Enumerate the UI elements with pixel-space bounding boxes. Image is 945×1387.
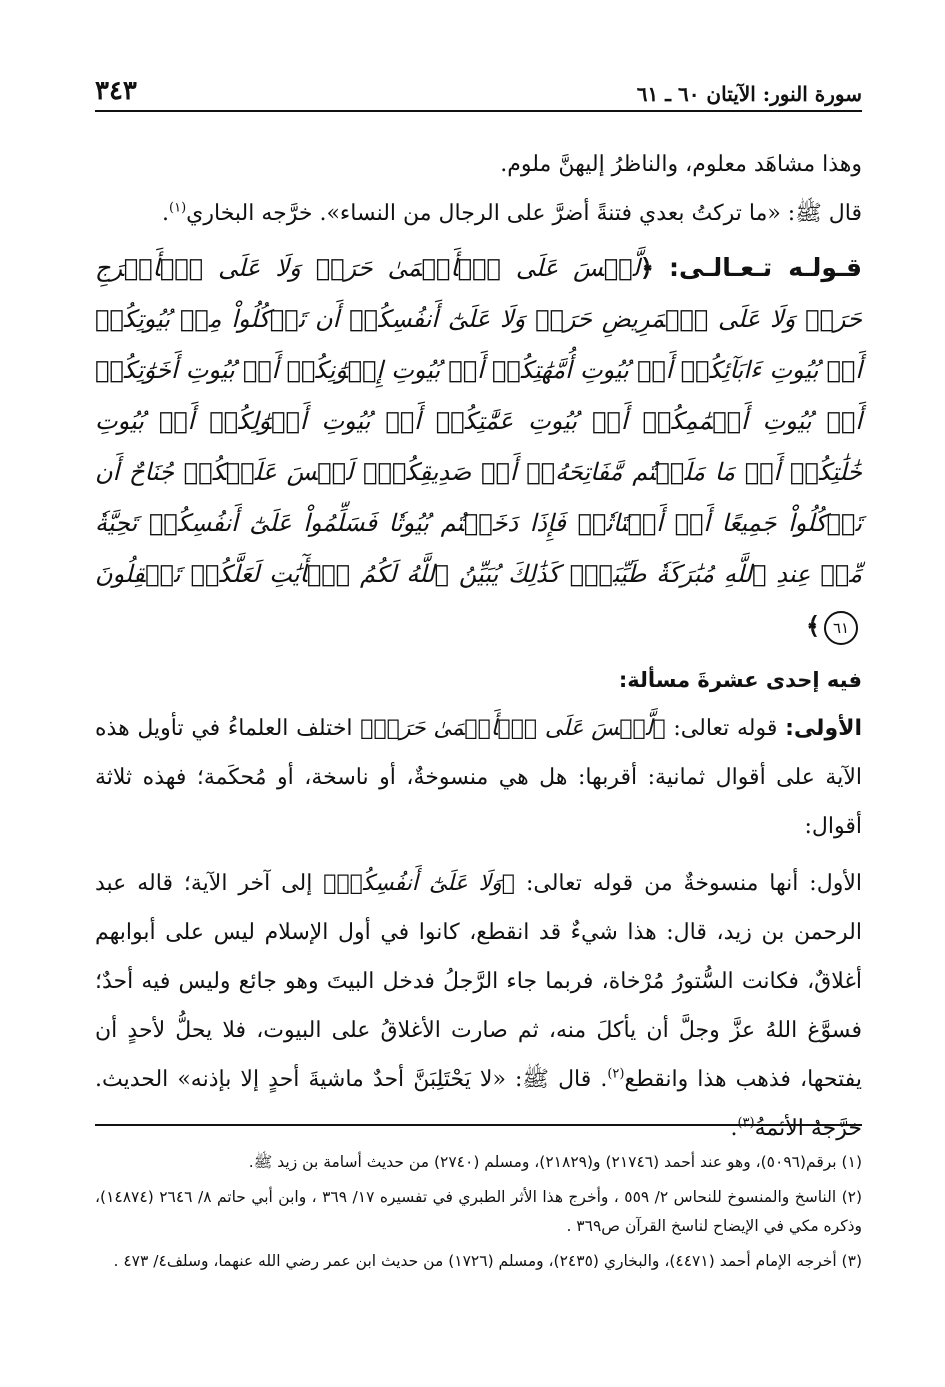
footnote-2: (٢) الناسخ والمنسوخ للنحاس ٢/ ٥٥٩ ، وأخرج هذا الأثر الطبري في تفسيره ١٧/ ٣٦٩ ، وابن أبي حاتم ٨/ ٢٦٤٦ (١٤٨٧٤)، وذكره مكي في الإيضاح لناسخ القرآن ص٣٦٩ . — [95, 1188, 863, 1235]
header-rule — [95, 110, 862, 112]
paragraph-2 — [95, 189, 862, 238]
period: . — [162, 201, 169, 226]
open-bracket: ﴿ — [639, 253, 654, 282]
footnote-3: (٣) أخرجه الإمام أحمد (٤٤٧١)، والبخاري (٢٤٣٥)، ومسلم (١٧٢٦) من حديث ابن عمر رضي الله عنهما، وسلف٤/ ٤٧٣ . — [113, 1252, 862, 1270]
paragraph-4-text: إلى آخر الآية؛ قاله عبد الرحمن بن زيد، قال: هذا شيءٌ قد انقطع، كانوا في أول الإسلام ليس على أبوابهم أغلاقٌ، فكانت السُّتورُ مُرْخاة، فربما جاء الرَّجلُ فدخل البيتَ وهو جائع وليس فيه أحدٌ؛ فسوَّغ اللهُ عزَّ وجلَّ أن يأكلَ منه، ثم صارت الأغلاقُ على البيوت، فلا يحلُّ لأحدٍ أن يفتحها، فذهب هذا وانقطع — [95, 871, 863, 1092]
section-heading: فيه إحدى عشرةَ مسألة: — [618, 668, 862, 692]
paragraph-4-hadith: . قال ﷺ: «لا يَحْتَلِبَنَّ أحدٌ ماشيةَ أحدٍ إلا بإذنه» الحديث. خرَّجهُ الأئمةُ — [95, 1067, 862, 1141]
header-title: سورة النور: الآيتان ٦٠ ـ ٦١ — [636, 82, 862, 106]
inline-verse: ﴿وَلَا عَلَىٰٓ أَنفُسِكُمۡ﴾ — [323, 871, 516, 896]
quran-verse-block — [95, 242, 862, 652]
paragraph-3 — [95, 704, 862, 851]
ayah-number-marker: ٦١ — [824, 611, 858, 645]
spacer — [95, 851, 862, 859]
paragraph-3-text: اختلف العلماءُ في تأويل هذه الآية على أقوال ثمانية: أقربها: هل هي منسوخةٌ، أو ناسخة، أو مُحكَمة؛ فهذه ثلاثة أقوال: — [95, 716, 862, 839]
footnote-1: (١) برقم(٥٠٩٦)، وهو عند أحمد (٢١٧٤٦) و(٢١٨٢٩)، ومسلم (٢٧٤٠) من حديث أسامة بن زيد ﷺ. — [248, 1153, 862, 1171]
paragraph-3-intro: قوله تعالى: — [673, 716, 778, 741]
issue-label: الأولى: — [785, 716, 863, 741]
verse-intro: قـولـه تـعـالـى: — [669, 253, 862, 282]
main-text — [95, 140, 862, 1153]
paragraph-4-intro: الأول: أنها منسوخةٌ من قوله تعالى: — [525, 871, 862, 896]
hadith-text: قال ﷺ: «ما تركتُ بعدي فتنةً أضرَّ على الرجال من النساء». خرَّجه البخاري — [186, 201, 862, 226]
paragraph-1: وهذا مشاهَد معلوم، والناظرُ إليهنَّ ملوم. — [500, 152, 862, 177]
paragraph-4 — [95, 859, 862, 1153]
footnote-ref-2: (٢) — [607, 1066, 625, 1082]
running-header — [95, 70, 862, 106]
quran-verse: لَّيۡسَ عَلَى ٱلۡأَعۡمَىٰ حَرَجٞ وَلَا عَلَى ٱلۡأَعۡرَجِ حَرَجٞ وَلَا عَلَى ٱلۡمَرِيضِ حَرَجٞ وَلَا عَلَىٰٓ أَنفُسِكُمۡ أَن تَأۡكُلُواْ مِنۢ بُيُوتِكُمۡ أَوۡ بُيُوتِ ءَابَآئِكُمۡ أَوۡ بُيُوتِ أُمَّهَٰتِكُمۡ أَوۡ بُيُوتِ إِخۡوَٰنِكُمۡ أَوۡ بُيُوتِ أَخَوَٰتِكُمۡ أَوۡ بُيُوتِ أَعۡمَٰمِكُمۡ أَوۡ بُيُوتِ عَمَّٰتِكُمۡ أَوۡ بُيُوتِ أَخۡوَٰلِكُمۡ أَوۡ بُيُوتِ خَٰلَٰتِكُمۡ أَوۡ مَا مَلَكۡتُم مَّفَاتِحَهُۥٓ أَوۡ صَدِيقِكُمۡۚ لَيۡسَ عَلَيۡكُمۡ جُنَاحٌ أَن تَأۡكُلُواْ جَمِيعًا أَوۡ أَشۡتَاتٗاۚ فَإِذَا دَخَلۡتُم بُيُوتٗا فَسَلِّمُواْ عَلَىٰٓ أَنفُسِكُمۡ تَحِيَّةٗ مِّنۡ عِندِ ٱللَّهِ مُبَٰرَكَةٗ طَيِّبَةٗۚ كَذَٰلِكَ يُبَيِّنُ ٱللَّهُ لَكُمُ ٱلۡأٓيَٰتِ لَعَلَّكُمۡ تَعۡقِلُونَ — [95, 254, 862, 588]
inline-verse: ﴿لَّيۡسَ عَلَى ٱلۡأَعۡمَىٰ حَرَجٞ﴾ — [360, 716, 666, 741]
page-number: ٣٤٣ — [95, 76, 137, 106]
footnotes — [95, 1148, 862, 1282]
footnote-ref-1: (١) — [169, 200, 187, 216]
footnote-rule — [95, 1124, 862, 1126]
close-bracket: ﴾ — [805, 611, 820, 640]
period: . — [730, 1116, 738, 1141]
footnote-ref-3: (٣) — [737, 1115, 755, 1131]
